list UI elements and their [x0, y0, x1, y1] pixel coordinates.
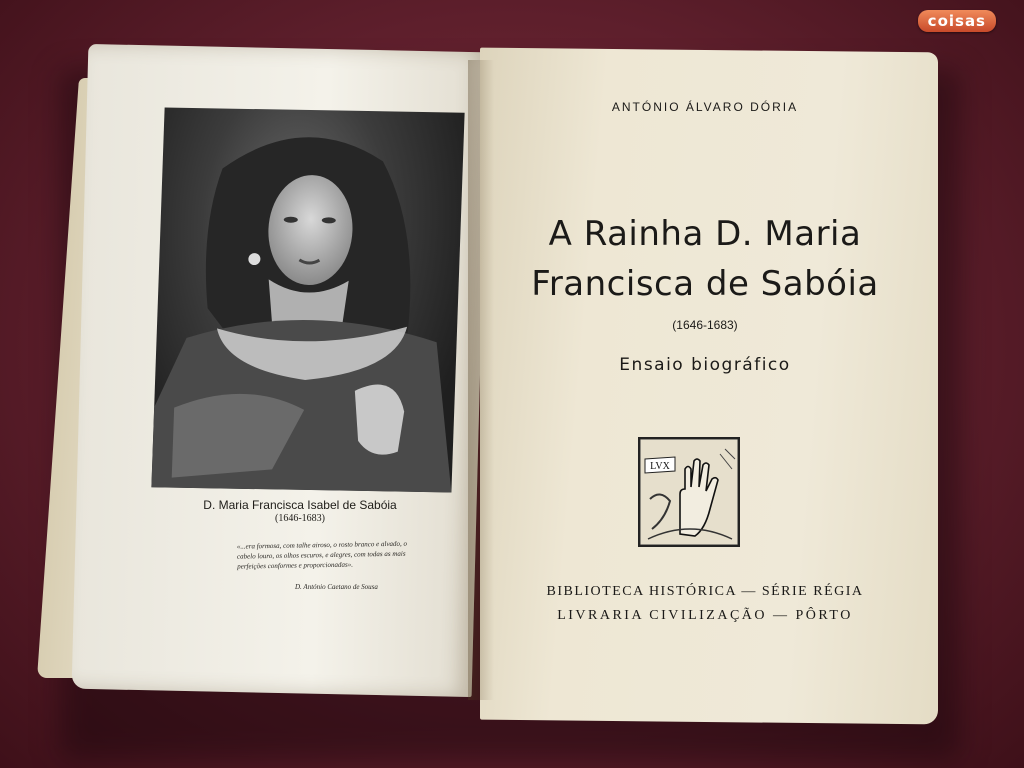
publisher-emblem — [638, 437, 740, 547]
book-subtitle: Ensaio biográfico — [619, 355, 791, 375]
book-years: (1646-1683) — [672, 318, 738, 332]
book-title-line2: Francisca de Sabóia — [531, 264, 879, 304]
book-title-line1: A Rainha D. Maria — [548, 214, 862, 254]
portrait-quote: «...era formosa, com talhe airoso, o rosto branco e alvado, o cabelo louro, os olhos escuros, e alegres, com todas as mais perfeições conformes e proporcionadas». — [236, 539, 408, 571]
quote-author: D. António Caetano de Sousa — [295, 583, 378, 591]
portrait-illustration — [151, 107, 464, 492]
portrait-caption-name: D. Maria Francisca Isabel de Sabóia — [203, 498, 397, 512]
watermark-logo: coisas — [918, 10, 996, 32]
publisher-series: BIBLIOTECA HISTÓRICA — SÉRIE RÉGIA — [546, 584, 864, 599]
book-gutter — [468, 60, 494, 700]
publisher-name: LIVRARIA CIVILIZAÇÃO — PÔRTO — [557, 608, 853, 623]
portrait-caption-years: (1646-1683) — [275, 513, 325, 524]
book-author: ANTÓNIO ÁLVARO DÓRIA — [611, 100, 799, 114]
portrait-image — [151, 107, 464, 492]
hand-emblem-icon — [640, 439, 738, 545]
emblem-lvx-text: LVX — [650, 461, 670, 472]
